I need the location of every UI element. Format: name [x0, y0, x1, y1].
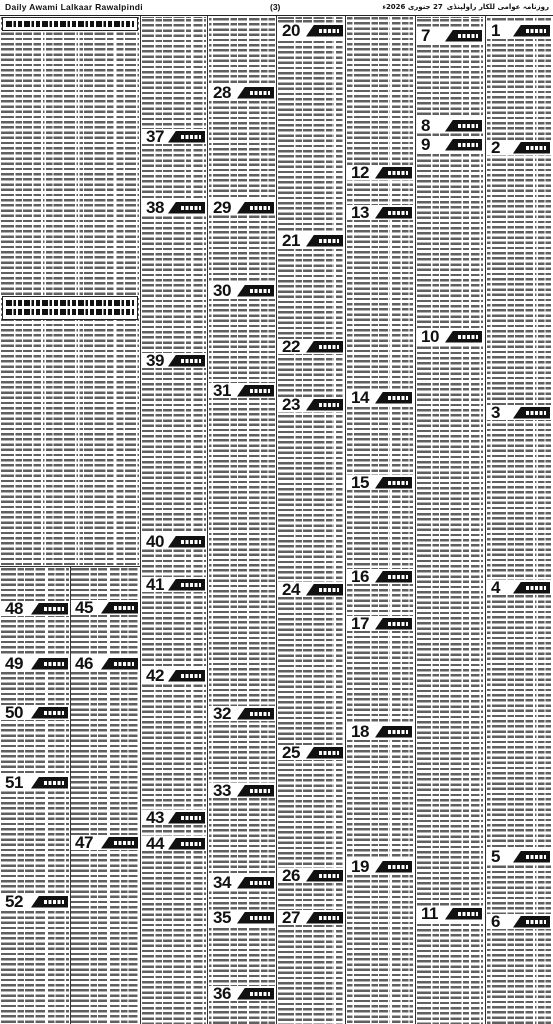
notice-28-header	[209, 85, 275, 100]
notice-ribbon	[237, 877, 274, 889]
notice-ribbon	[168, 355, 205, 367]
notice-ribbon	[375, 726, 412, 738]
notice-ribbon	[306, 912, 343, 924]
notice-ribbon	[375, 477, 412, 489]
notice-number: 34	[213, 873, 231, 892]
notice-42-header	[142, 668, 206, 683]
notice-ribbon	[513, 916, 550, 928]
column-a1-text	[1, 567, 69, 1024]
notice-number: 25	[282, 743, 300, 762]
column-divider	[345, 16, 346, 1024]
notice-4-header	[487, 580, 551, 595]
notice-number: 37	[146, 127, 164, 146]
masthead-urdu	[378, 1, 549, 13]
column-f-text	[417, 17, 483, 1024]
notice-number: 35	[213, 908, 231, 927]
notice-ribbon	[375, 392, 412, 404]
notice-number: 6	[491, 912, 500, 931]
issue-date: 27 جنوری 2026ء	[382, 3, 443, 11]
notice-number: 13	[351, 203, 369, 222]
notice-ribbon	[31, 777, 68, 789]
notice-ribbon	[375, 618, 412, 630]
notice-8-header	[417, 118, 483, 133]
notice-ribbon	[31, 658, 68, 670]
column-g-text	[487, 17, 551, 1024]
headline-box	[2, 296, 138, 320]
notice-50-header	[1, 705, 69, 720]
column-divider	[276, 16, 277, 1024]
notice-19-header	[347, 859, 413, 874]
notice-40-header	[142, 534, 206, 549]
notice-ribbon	[375, 207, 412, 219]
notice-52-header	[1, 894, 69, 909]
notice-ribbon	[306, 25, 343, 37]
notice-number: 51	[5, 773, 23, 792]
headline-strokes	[6, 300, 134, 306]
notice-number: 32	[213, 704, 231, 723]
notice-10-header	[417, 329, 483, 344]
notice-number: 24	[282, 580, 300, 599]
notice-39-header	[142, 353, 206, 368]
notice-ribbon	[513, 25, 550, 37]
notice-number: 33	[213, 781, 231, 800]
page-number: (3)	[270, 2, 281, 12]
notice-21-header	[278, 233, 344, 248]
notice-number: 16	[351, 567, 369, 586]
notice-2-header	[487, 140, 551, 155]
notice-number: 39	[146, 351, 164, 370]
notice-number: 44	[146, 834, 164, 853]
notice-41-header	[142, 577, 206, 592]
notice-3-header	[487, 405, 551, 420]
notice-ribbon	[237, 385, 274, 397]
notice-30-header	[209, 283, 275, 298]
notice-number: 42	[146, 666, 164, 685]
notice-6-header	[487, 914, 551, 929]
notice-ribbon	[168, 812, 205, 824]
notice-number: 49	[5, 654, 23, 673]
notice-13-header	[347, 205, 413, 220]
notice-37-header	[142, 129, 206, 144]
notice-number: 3	[491, 403, 500, 422]
notice-ribbon	[101, 837, 138, 849]
notice-ribbon	[513, 582, 550, 594]
notice-number: 28	[213, 83, 231, 102]
notice-number: 30	[213, 281, 231, 300]
notice-46-header	[71, 656, 139, 671]
notice-ribbon	[445, 908, 482, 920]
notice-number: 47	[75, 833, 93, 852]
column-a-text	[1, 17, 139, 565]
notice-number: 18	[351, 722, 369, 741]
notice-32-header	[209, 706, 275, 721]
notice-43-header	[142, 810, 206, 825]
notice-number: 23	[282, 395, 300, 414]
notice-number: 22	[282, 337, 300, 356]
notice-49-header	[1, 656, 69, 671]
notice-ribbon	[168, 579, 205, 591]
notice-ribbon	[306, 399, 343, 411]
notice-11-header	[417, 906, 483, 921]
notice-ribbon	[513, 142, 550, 154]
headline-box	[2, 17, 138, 31]
notice-ribbon	[445, 30, 482, 42]
notice-1-header	[487, 23, 551, 38]
notice-ribbon	[306, 341, 343, 353]
notice-ribbon	[445, 139, 482, 151]
notice-number: 15	[351, 473, 369, 492]
notice-14-header	[347, 390, 413, 405]
headline-strokes	[6, 309, 134, 315]
notice-number: 36	[213, 984, 231, 1003]
notice-16-header	[347, 569, 413, 584]
notice-number: 38	[146, 198, 164, 217]
notice-number: 10	[421, 327, 439, 346]
notice-number: 50	[5, 703, 23, 722]
notice-number: 31	[213, 381, 231, 400]
masthead-urdu-title: روزنامہ عوامی للکار راولپنڈی	[446, 3, 549, 11]
notice-number: 43	[146, 808, 164, 827]
notice-ribbon	[101, 602, 138, 614]
column-divider	[207, 16, 208, 1024]
notice-20-header	[278, 23, 344, 38]
notice-35-header	[209, 910, 275, 925]
notice-number: 5	[491, 847, 500, 866]
notice-23-header	[278, 397, 344, 412]
notice-ribbon	[375, 571, 412, 583]
notice-ribbon	[168, 536, 205, 548]
notice-number: 9	[421, 135, 430, 154]
notice-31-header	[209, 383, 275, 398]
column-divider	[485, 16, 486, 1024]
notice-ribbon	[375, 861, 412, 873]
column-a2-text	[71, 567, 139, 1024]
notice-number: 52	[5, 892, 23, 911]
notice-ribbon	[306, 747, 343, 759]
masthead-english-title: Daily Awami Lalkaar Rawalpindi	[5, 2, 143, 12]
notice-number: 4	[491, 578, 500, 597]
notice-ribbon	[237, 285, 274, 297]
notice-number: 40	[146, 532, 164, 551]
notice-9-header	[417, 137, 483, 152]
notice-7-header	[417, 28, 483, 43]
notice-number: 46	[75, 654, 93, 673]
notice-5-header	[487, 849, 551, 864]
notice-47-header	[71, 835, 139, 850]
notice-number: 21	[282, 231, 300, 250]
notice-ribbon	[237, 708, 274, 720]
notice-ribbon	[375, 167, 412, 179]
notice-number: 7	[421, 26, 430, 45]
notice-24-header	[278, 582, 344, 597]
notice-number: 29	[213, 198, 231, 217]
notice-number: 41	[146, 575, 164, 594]
notice-number: 27	[282, 908, 300, 927]
notice-ribbon	[31, 896, 68, 908]
notice-ribbon	[306, 235, 343, 247]
notice-number: 17	[351, 614, 369, 633]
notice-34-header	[209, 875, 275, 890]
notice-ribbon	[31, 603, 68, 615]
notice-ribbon	[237, 87, 274, 99]
notice-ribbon	[445, 331, 482, 343]
notice-45-header	[71, 600, 139, 615]
notice-ribbon	[168, 670, 205, 682]
notice-number: 48	[5, 599, 23, 618]
notice-ribbon	[306, 870, 343, 882]
notice-number: 11	[421, 904, 438, 923]
notice-number: 8	[421, 116, 430, 135]
notice-38-header	[142, 200, 206, 215]
notice-number: 12	[351, 163, 369, 182]
notice-number: 14	[351, 388, 369, 407]
notice-number: 20	[282, 21, 300, 40]
notice-36-header	[209, 986, 275, 1001]
notice-ribbon	[31, 707, 68, 719]
notice-ribbon	[237, 988, 274, 1000]
column-divider	[70, 566, 71, 1024]
notice-12-header	[347, 165, 413, 180]
notice-33-header	[209, 783, 275, 798]
notice-17-header	[347, 616, 413, 631]
notice-ribbon	[445, 120, 482, 132]
notice-ribbon	[306, 584, 343, 596]
notice-27-header	[278, 910, 344, 925]
notice-number: 2	[491, 138, 500, 157]
notice-48-header	[1, 601, 69, 616]
notice-ribbon	[513, 851, 550, 863]
notice-number: 26	[282, 866, 300, 885]
notice-ribbon	[168, 838, 205, 850]
notice-25-header	[278, 745, 344, 760]
notice-26-header	[278, 868, 344, 883]
notice-number: 45	[75, 598, 93, 617]
notice-44-header	[142, 836, 206, 851]
notice-number: 1	[491, 21, 500, 40]
notice-ribbon	[237, 202, 274, 214]
notice-ribbon	[101, 658, 138, 670]
notice-ribbon	[237, 912, 274, 924]
column-b-text	[142, 17, 206, 1024]
notice-ribbon	[168, 202, 205, 214]
notice-ribbon	[237, 785, 274, 797]
column-divider	[140, 16, 141, 1024]
notice-22-header	[278, 339, 344, 354]
notice-ribbon	[513, 407, 550, 419]
notice-18-header	[347, 724, 413, 739]
notice-29-header	[209, 200, 275, 215]
notice-ribbon	[168, 131, 205, 143]
notice-15-header	[347, 475, 413, 490]
section-divider	[0, 566, 140, 567]
column-divider	[415, 16, 416, 1024]
notice-51-header	[1, 775, 69, 790]
headline-strokes	[6, 21, 134, 27]
notice-number: 19	[351, 857, 369, 876]
